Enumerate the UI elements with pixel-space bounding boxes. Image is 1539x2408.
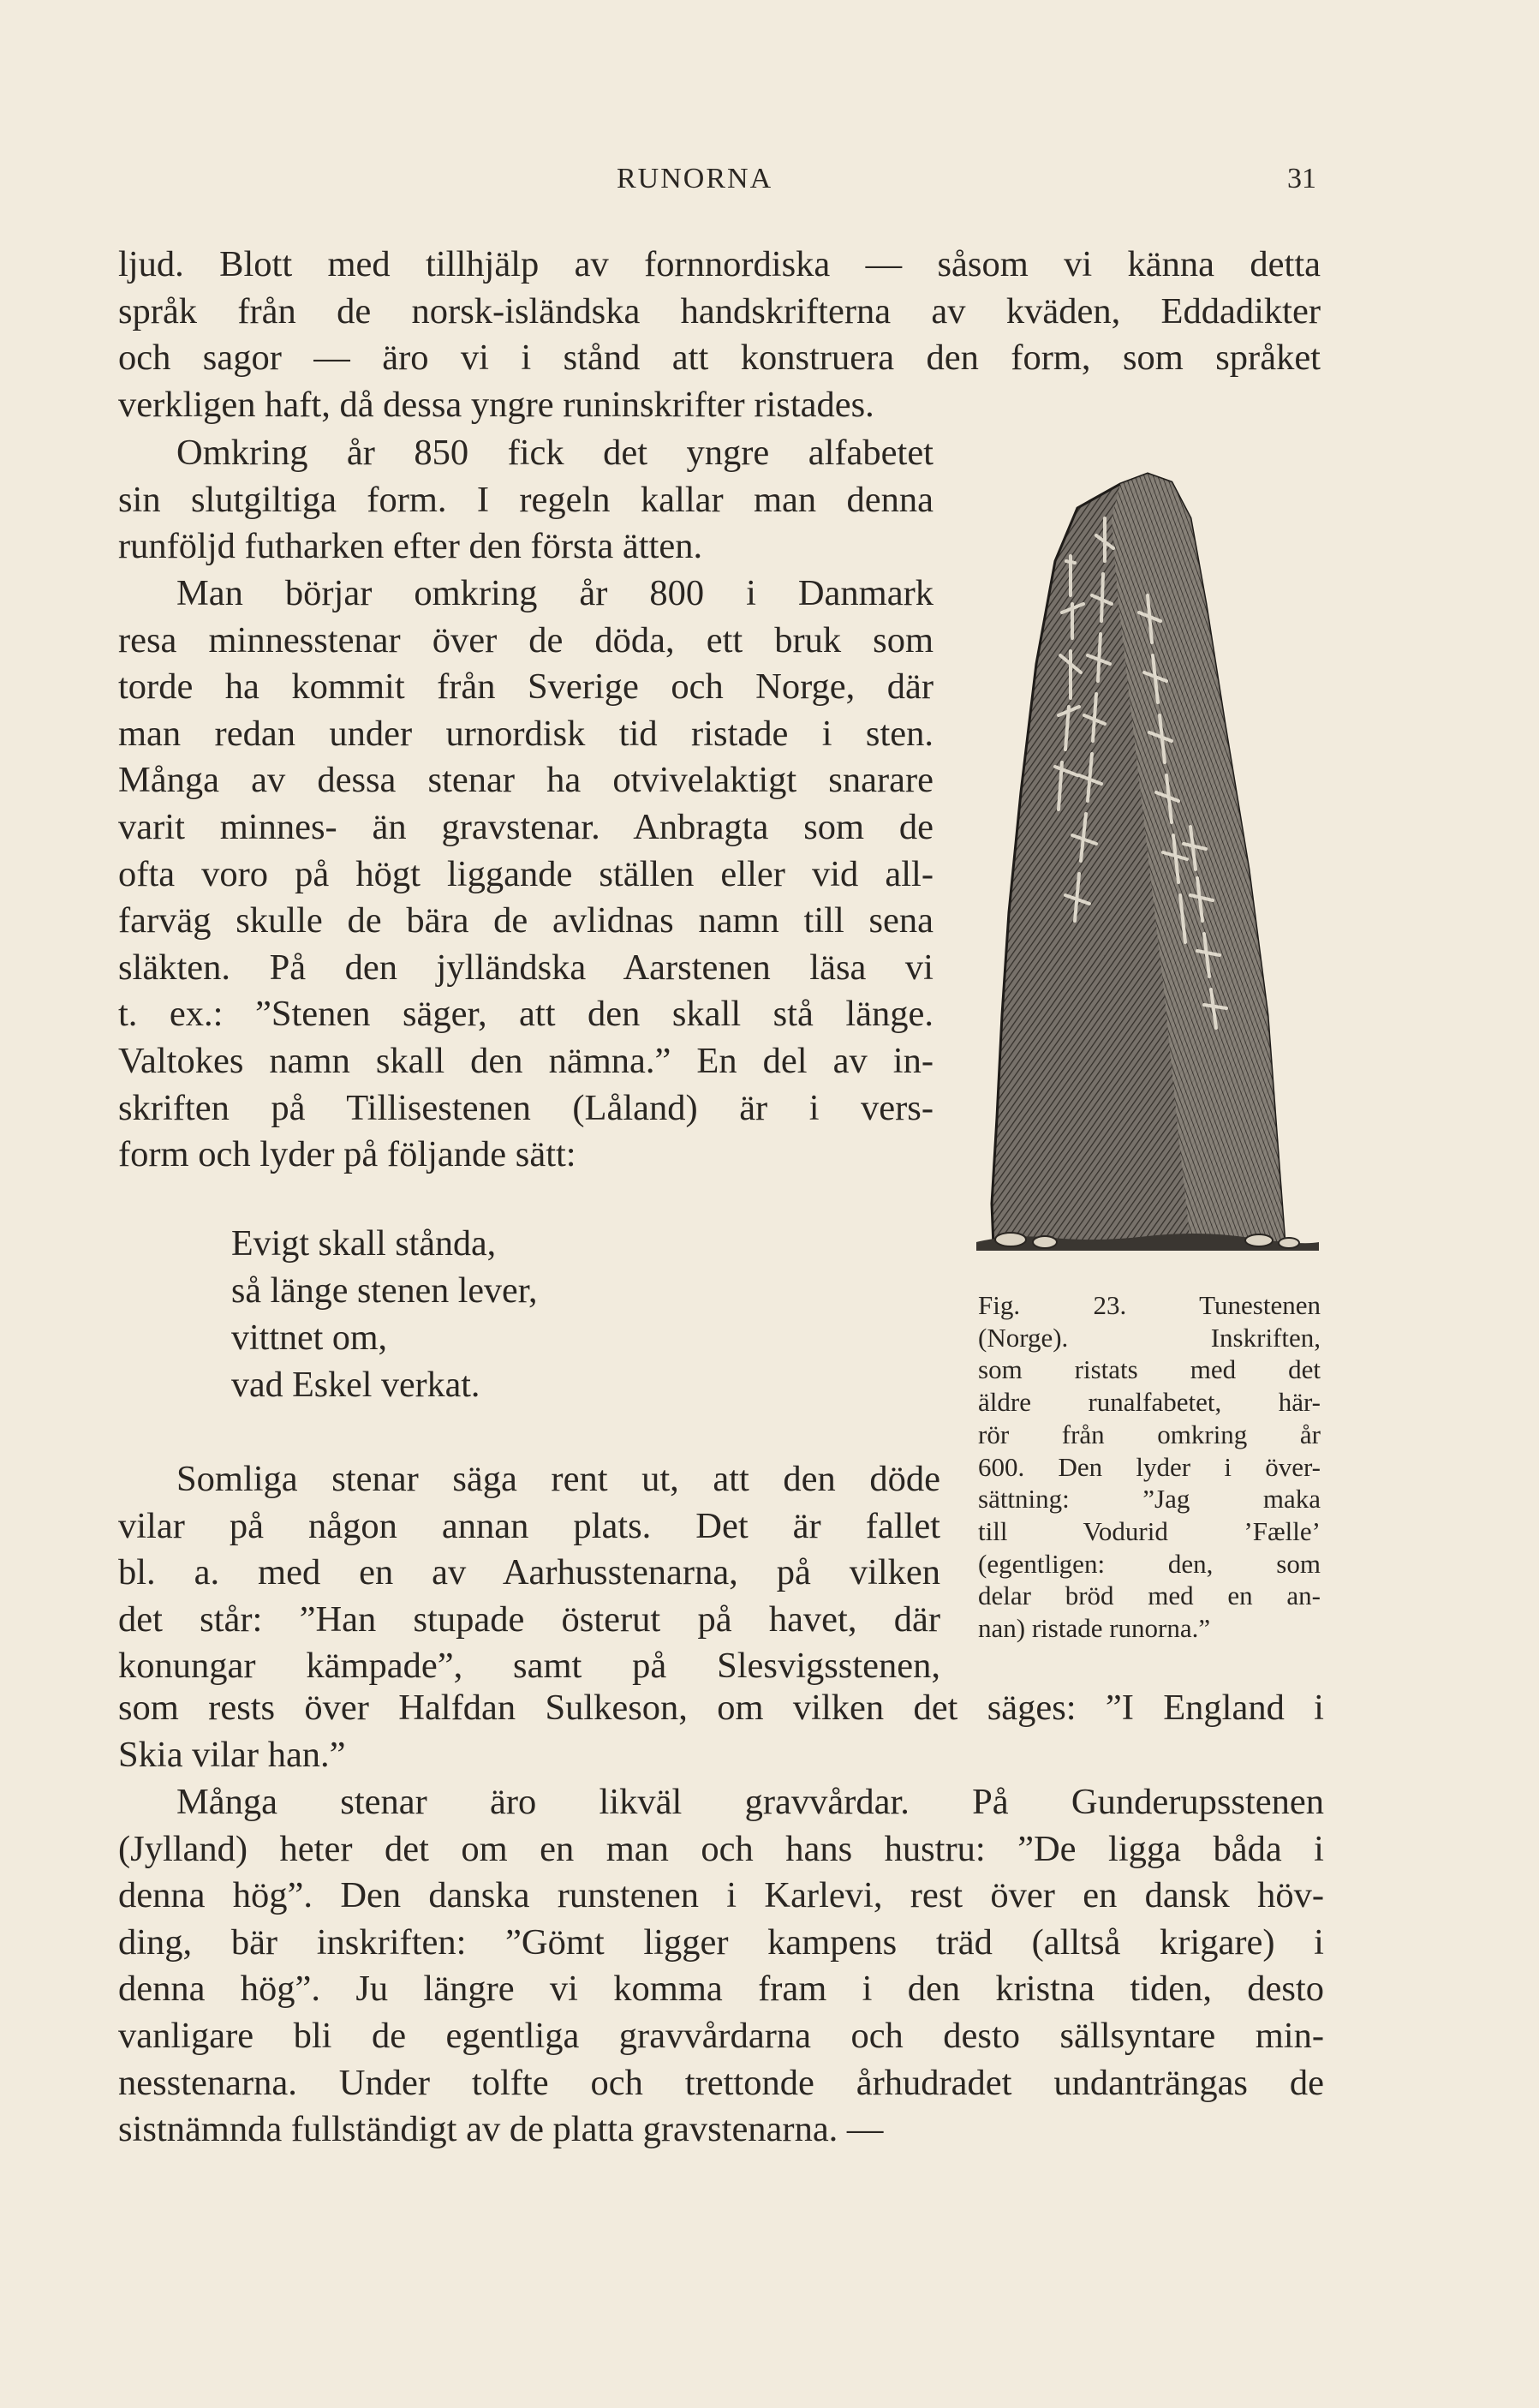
text-line: Många stenar äro likväl gravvårdar. På Gunderupsstenen: [176, 1782, 1324, 1822]
verse-line: vittnet om,: [231, 1318, 387, 1358]
text-line: varit minnes- än gravstenar. Anbragta som de: [118, 806, 934, 847]
text-line: farväg skulle de bära de avlidnas namn till sena: [118, 900, 934, 941]
text-line: konungar kämpade”, samt på Slesvigsstenen,: [118, 1646, 940, 1687]
text-line: bl. a. med en av Aarhusstenarna, på vilken: [118, 1552, 940, 1593]
text-line: sin slutgiltiga form. I regeln kallar man denna: [118, 479, 934, 520]
text-line: nesstenarna. Under tolfte och trettonde århudradet undanträngas de: [118, 2062, 1324, 2103]
text-line: släkten. På den jylländska Aarstenen läsa vi: [118, 947, 934, 988]
caption-line: äldre runalfabetet, här-: [978, 1387, 1321, 1418]
caption-line: (Norge). Inskriften,: [978, 1322, 1321, 1353]
text-line: (Jylland) heter det om en man och hans hustru: ”De ligga båda i: [118, 1828, 1324, 1869]
text-line: vanligare bli de egentliga gravvårdarna och desto sällsyntare min-: [118, 2015, 1324, 2056]
text-line: denna hög”. Den danska runstenen i Karlevi, rest över en dansk höv-: [118, 1875, 1324, 1916]
text-line: skriften på Tillisestenen (Låland) är i vers-: [118, 1087, 934, 1128]
paragraph-5: [118, 1779, 1324, 2154]
text-line: och sagor — äro vi i stånd att konstruera den form, som språket: [118, 338, 1321, 379]
text-line: som rests över Halfdan Sulkeson, om vilken det säges: ”I England i: [118, 1688, 1324, 1728]
paragraph-2: [118, 430, 934, 571]
caption-line: delar bröd med en an-: [978, 1580, 1321, 1611]
text-line: Skia vilar han.”: [118, 1734, 346, 1775]
caption-line: rör från omkring år: [978, 1419, 1321, 1449]
caption-line: sättning: ”Jag maka: [978, 1484, 1321, 1515]
caption-line: Fig. 23. Tunestenen: [978, 1290, 1321, 1320]
text-line: Somliga stenar säga rent ut, att den döde: [176, 1459, 940, 1499]
text-line: sistnämnda fullständigt av de platta gravstenarna. —: [118, 2109, 884, 2150]
figure-caption: [978, 1289, 1321, 1645]
caption-line: 600. Den lyder i över-: [978, 1451, 1321, 1482]
verse-line: Evigt skall stånda,: [231, 1224, 497, 1264]
text-line: Man börjar omkring år 800 i Danmark: [176, 573, 934, 613]
text-line: Många av dessa stenar ha otvivelaktigt snarare: [118, 760, 934, 801]
text-line: språk från de norsk-isländska handskrifterna av kväden, Eddadikter: [118, 290, 1321, 332]
caption-line: som ristats med det: [978, 1354, 1321, 1385]
text-line: ding, bär inskriften: ”Gömt ligger kampens träd (alltså krigare) i: [118, 1921, 1324, 1963]
verse-block: [231, 1221, 538, 1409]
text-line: man redan under urnordisk tid ristade i sten.: [118, 713, 934, 754]
text-line: det står: ”Han stupade österut på havet, där: [118, 1598, 940, 1640]
runestone-drawing: [976, 467, 1319, 1272]
paragraph-4-continued: [118, 1685, 1324, 1778]
text-line: runföljd futharken efter den första ätten.: [118, 526, 703, 567]
text-line: vilar på någon annan plats. Det är fallet: [118, 1505, 940, 1546]
running-head: RUNORNA: [617, 163, 773, 194]
verse-line: vad Eskel verkat.: [231, 1365, 480, 1405]
text-line: form och lyder på följande sätt:: [118, 1134, 576, 1175]
text-line: t. ex.: ”Stenen säger, att den skall stå länge.: [118, 994, 934, 1035]
text-line: Valtokes namn skall den nämna.” En del av in-: [118, 1040, 934, 1081]
caption-line: (egentligen: den, som: [978, 1548, 1321, 1579]
paragraph-3: [118, 571, 934, 1179]
verse-line: så länge stenen lever,: [231, 1271, 538, 1311]
text-line: verkligen haft, då dessa yngre runinskrifter ristades.: [118, 384, 874, 425]
text-line: ljud. Blott med tillhjälp av fornnordiska — såsom vi känna detta: [118, 244, 1321, 284]
text-line: resa minnesstenar över de döda, ett bruk som: [118, 619, 934, 660]
paragraph-1: [118, 242, 1321, 428]
caption-line: nan) ristade runorna.”: [978, 1613, 1211, 1644]
page-number: 31: [1287, 163, 1316, 194]
text-line: Omkring år 850 fick det yngre alfabetet: [176, 433, 934, 473]
runestone-illustration: [976, 467, 1319, 1272]
text-line: ofta voro på högt liggande ställen eller vid all-: [118, 853, 934, 894]
text-line: torde ha kommit från Sverige och Norge, där: [118, 666, 934, 708]
text-line: denna hög”. Ju längre vi komma fram i den kristna tiden, desto: [118, 1969, 1324, 2010]
paragraph-4: [118, 1456, 940, 1690]
caption-line: till Vodurid ’Fælle’: [978, 1515, 1321, 1546]
